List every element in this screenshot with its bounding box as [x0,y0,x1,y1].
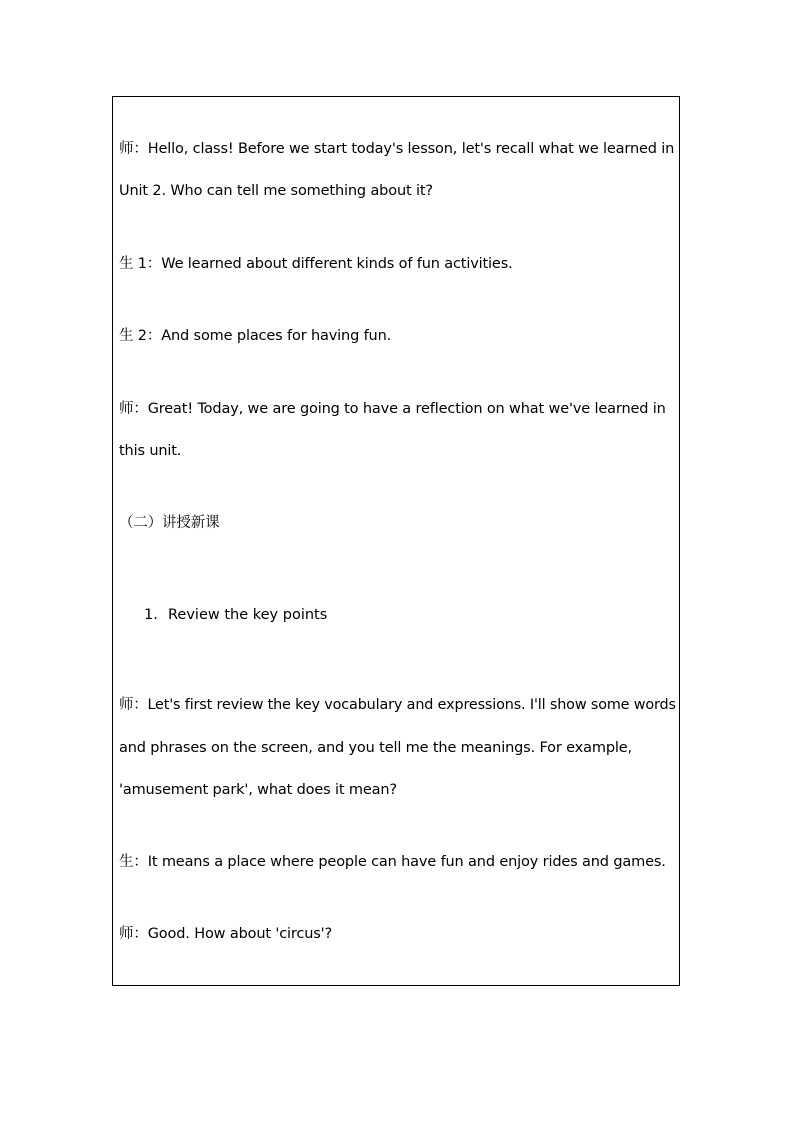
teacher-line-greeting: 师：Hello, class! Before we start today's lesson, let's recall what we learned in [119,141,675,157]
teacher-line-vocabulary: 师：Let's first review the key vocabulary and expressions. I'll show some words [119,697,676,713]
list-item-text: Review the key points [168,607,328,623]
student-2-line: 生 2：And some places for having fun. [119,328,392,344]
teacher-line-reflection-cont: this unit. [119,443,182,459]
section-heading-new-lesson: （二）讲授新课 [119,515,220,531]
list-item-review [144,606,327,624]
student-line-amusement-park: 生：It means a place where people can have fun and enjoy rides and games. [119,854,666,870]
teacher-line-vocabulary-end: 'amusement park', what does it mean? [119,782,397,798]
list-item-number: 1. [144,607,158,623]
teacher-line-vocabulary-cont: and phrases on the screen, and you tell me the meanings. For example, [119,740,632,756]
teacher-line-circus: 师：Good. How about 'circus'? [119,926,333,942]
teacher-line-reflection: 师：Great! Today, we are going to have a reflection on what we've learned in [119,401,666,417]
teacher-line-greeting-cont: Unit 2. Who can tell me something about it? [119,183,433,199]
student-1-line: 生 1：We learned about different kinds of fun activities. [119,256,513,272]
